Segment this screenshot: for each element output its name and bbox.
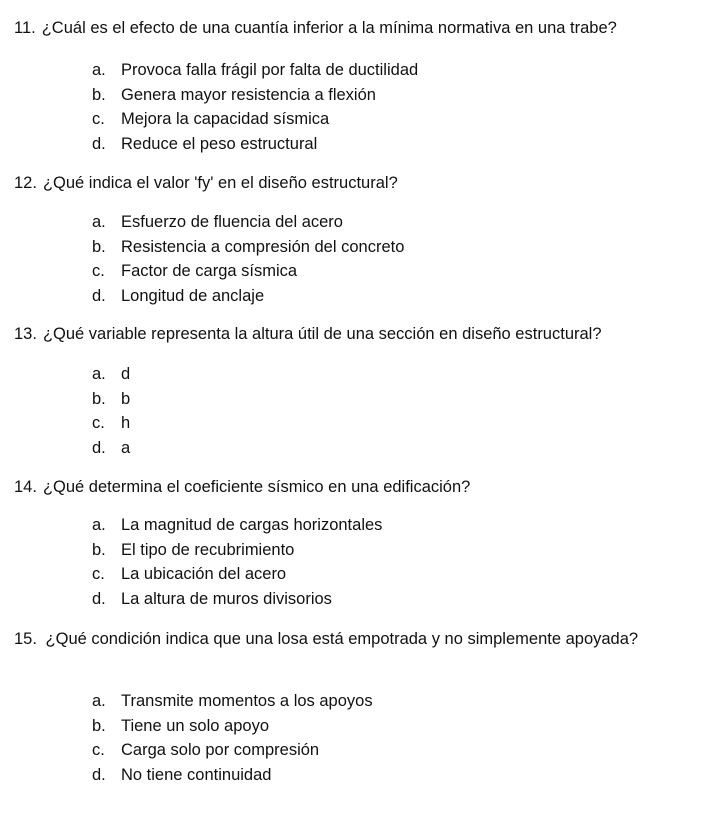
option-letter: d. xyxy=(92,438,106,457)
question-text: ¿Qué condición indica que una losa está empotrada y no simplemente apoyada? xyxy=(45,630,639,648)
option-letter: d. xyxy=(92,589,106,608)
question-stem xyxy=(14,324,673,344)
question-text: ¿Cuál es el efecto de una cuantía inferior a la mínima normativa en una trabe? xyxy=(41,19,617,37)
option-letter: a. xyxy=(92,516,106,534)
option-text: Longitud de anclaje xyxy=(121,286,265,305)
question-text: ¿Qué variable representa la altura útil de una sección en diseño estructural? xyxy=(42,325,602,343)
option-text: Esfuerzo de fluencia del acero xyxy=(121,213,343,231)
option-c[interactable] xyxy=(92,259,404,284)
options-list-14 xyxy=(92,513,382,611)
option-letter: d. xyxy=(92,134,106,153)
option-letter: c. xyxy=(92,414,105,432)
option-d[interactable] xyxy=(92,587,382,612)
option-letter: b. xyxy=(92,540,106,559)
options-list-12 xyxy=(92,210,404,308)
option-letter: c. xyxy=(92,741,105,759)
option-text: El tipo de recubrimiento xyxy=(121,540,295,559)
option-a[interactable] xyxy=(92,689,373,714)
option-b[interactable] xyxy=(92,83,418,108)
option-letter: b. xyxy=(92,85,106,104)
question-stem xyxy=(14,627,675,651)
option-d[interactable] xyxy=(92,284,404,309)
option-c[interactable] xyxy=(92,738,373,763)
option-d[interactable] xyxy=(92,436,130,461)
option-letter: a. xyxy=(92,365,106,383)
option-d[interactable] xyxy=(92,132,418,157)
question-number: 14. xyxy=(14,478,37,496)
option-a[interactable] xyxy=(92,210,404,235)
options-list-13 xyxy=(92,362,130,460)
options-list-11 xyxy=(92,58,418,156)
option-b[interactable] xyxy=(92,538,382,563)
option-text: Reduce el peso estructural xyxy=(121,134,318,153)
question-13 xyxy=(14,324,673,344)
option-letter: b. xyxy=(92,716,106,735)
option-a[interactable] xyxy=(92,58,418,83)
option-text: h xyxy=(121,414,131,432)
option-letter: c. xyxy=(92,262,105,280)
option-text: La ubicación del acero xyxy=(121,565,287,583)
options-list-15 xyxy=(92,689,373,787)
option-c[interactable] xyxy=(92,107,418,132)
option-text: Transmite momentos a los apoyos xyxy=(121,692,373,710)
option-text: b xyxy=(121,389,131,408)
option-text: a xyxy=(121,438,131,457)
option-letter: c. xyxy=(92,110,105,128)
option-text: Mejora la capacidad sísmica xyxy=(121,110,330,128)
question-stem xyxy=(14,477,673,497)
option-letter: d. xyxy=(92,286,106,305)
question-stem xyxy=(14,173,673,193)
question-number: 13. xyxy=(14,325,37,343)
option-b[interactable] xyxy=(92,387,130,412)
option-letter: d. xyxy=(92,765,106,784)
option-c[interactable] xyxy=(92,411,130,436)
question-text: ¿Qué determina el coeficiente sísmico en una edificación? xyxy=(42,478,471,496)
option-text: Tiene un solo apoyo xyxy=(121,716,269,735)
question-number: 15. xyxy=(14,630,37,648)
option-letter: a. xyxy=(92,61,106,79)
question-15 xyxy=(14,627,675,651)
question-12 xyxy=(14,173,673,193)
option-text: La magnitud de cargas horizontales xyxy=(121,516,383,534)
question-stem xyxy=(14,18,673,38)
option-text: No tiene continuidad xyxy=(121,765,272,784)
option-letter: b. xyxy=(92,237,106,256)
question-text: ¿Qué indica el valor 'fy' en el diseño estructural? xyxy=(42,174,398,192)
question-number: 11. xyxy=(14,19,36,37)
option-text: d xyxy=(121,365,131,383)
question-number: 12. xyxy=(14,174,37,192)
option-letter: c. xyxy=(92,565,105,583)
option-b[interactable] xyxy=(92,714,373,739)
option-b[interactable] xyxy=(92,235,404,260)
option-text: Carga solo por compresión xyxy=(121,741,320,759)
option-text: Genera mayor resistencia a flexión xyxy=(121,85,376,104)
option-c[interactable] xyxy=(92,562,382,587)
option-text: Provoca falla frágil por falta de ductilidad xyxy=(121,61,419,79)
question-11 xyxy=(14,18,673,38)
option-letter: a. xyxy=(92,692,106,710)
option-a[interactable] xyxy=(92,362,130,387)
option-text: Factor de carga sísmica xyxy=(121,262,298,280)
option-letter: b. xyxy=(92,389,106,408)
option-letter: a. xyxy=(92,213,106,231)
option-d[interactable] xyxy=(92,763,373,788)
option-a[interactable] xyxy=(92,513,382,538)
question-14 xyxy=(14,477,673,497)
option-text: Resistencia a compresión del concreto xyxy=(121,237,405,256)
option-text: La altura de muros divisorios xyxy=(121,589,332,608)
